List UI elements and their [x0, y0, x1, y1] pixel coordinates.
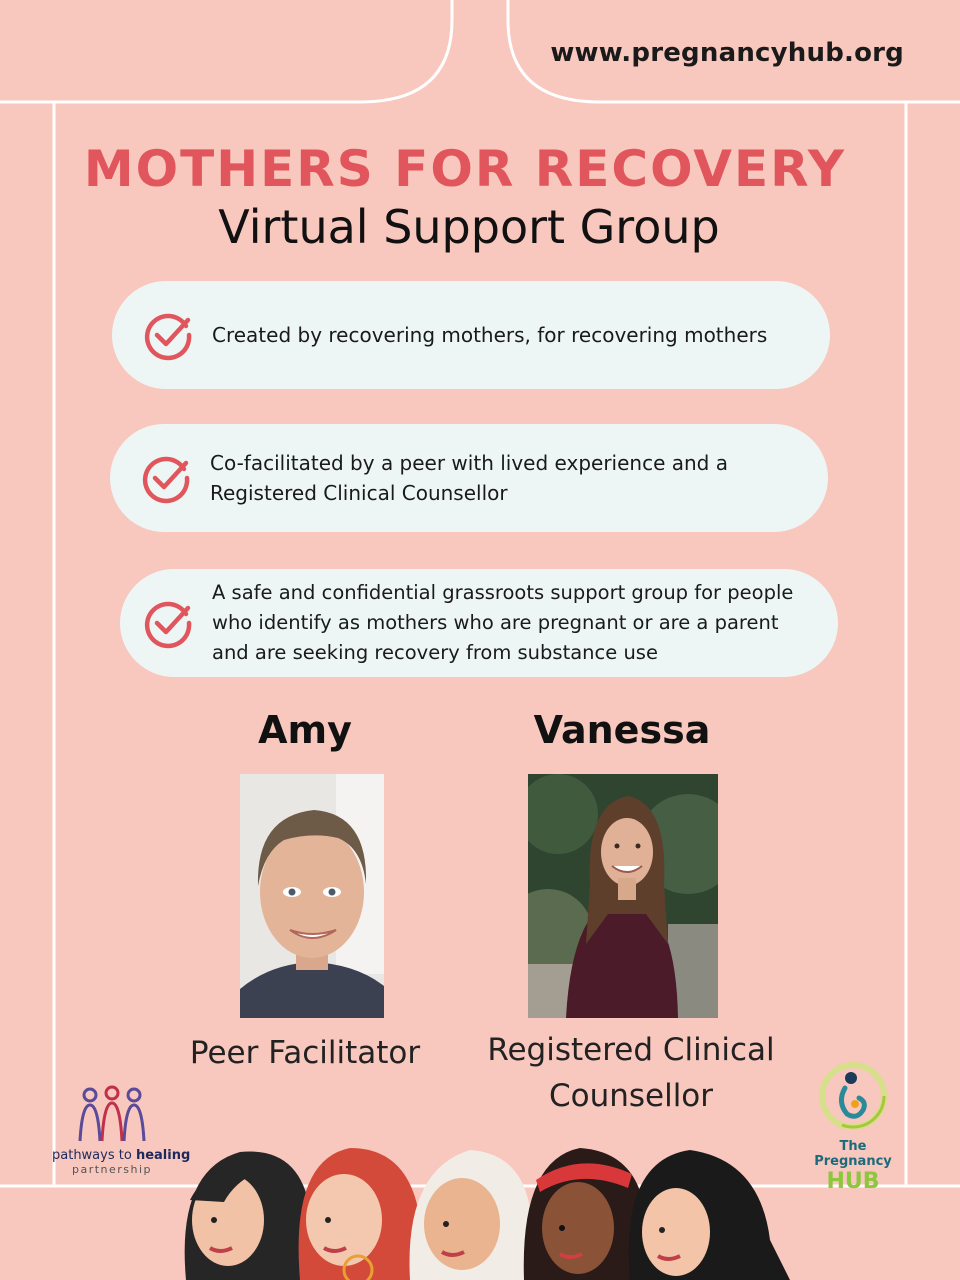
feature-text-line: A safe and confidential grassroots support group for people [212, 581, 794, 604]
role-line: Peer Facilitator [189, 1035, 421, 1071]
logo-left-line1: pathways to healing [52, 1148, 191, 1163]
feature-item [120, 569, 838, 677]
facilitator-role-amy [170, 1030, 440, 1076]
feature-text-line: Registered Clinical Counsellor [210, 481, 508, 505]
feature-text-line: and are seeking recovery from substance use [212, 641, 658, 664]
check-circle-icon [142, 596, 196, 650]
logo-right-line1: The Pregnancy [814, 1139, 892, 1169]
check-circle-icon [142, 308, 196, 362]
people-figures-icon [72, 1085, 152, 1143]
feature-item [110, 424, 828, 532]
website-url[interactable]: www.pregnancyhub.org [550, 38, 904, 68]
check-circle-icon [140, 451, 194, 505]
feature-item [112, 281, 830, 389]
logo-left-line2: partnership [71, 1163, 153, 1176]
feature-text-line: who identify as mothers who are pregnant or are a parent [212, 611, 779, 634]
logo-right-line2: HUB [826, 1169, 880, 1194]
role-line: Registered Clinical [487, 1032, 775, 1068]
women-illustration [0, 1140, 960, 1280]
pregnancy-hub-emblem-icon [817, 1058, 889, 1134]
facilitator-role-vanessa [470, 1027, 792, 1119]
page-title: MOTHERS FOR RECOVERY [83, 140, 847, 198]
facilitator-name-vanessa: Vanessa [533, 708, 711, 752]
feature-text-line: Created by recovering mothers, for recovering mothers [212, 323, 768, 347]
vanessa-photo [528, 774, 718, 1018]
facilitator-name-amy: Amy [258, 708, 352, 752]
amy-photo [240, 774, 384, 1018]
feature-text-line: Co-facilitated by a peer with lived experience and a [210, 451, 728, 475]
role-line: Counsellor [548, 1078, 714, 1114]
page-subtitle: Virtual Support Group [218, 200, 720, 254]
